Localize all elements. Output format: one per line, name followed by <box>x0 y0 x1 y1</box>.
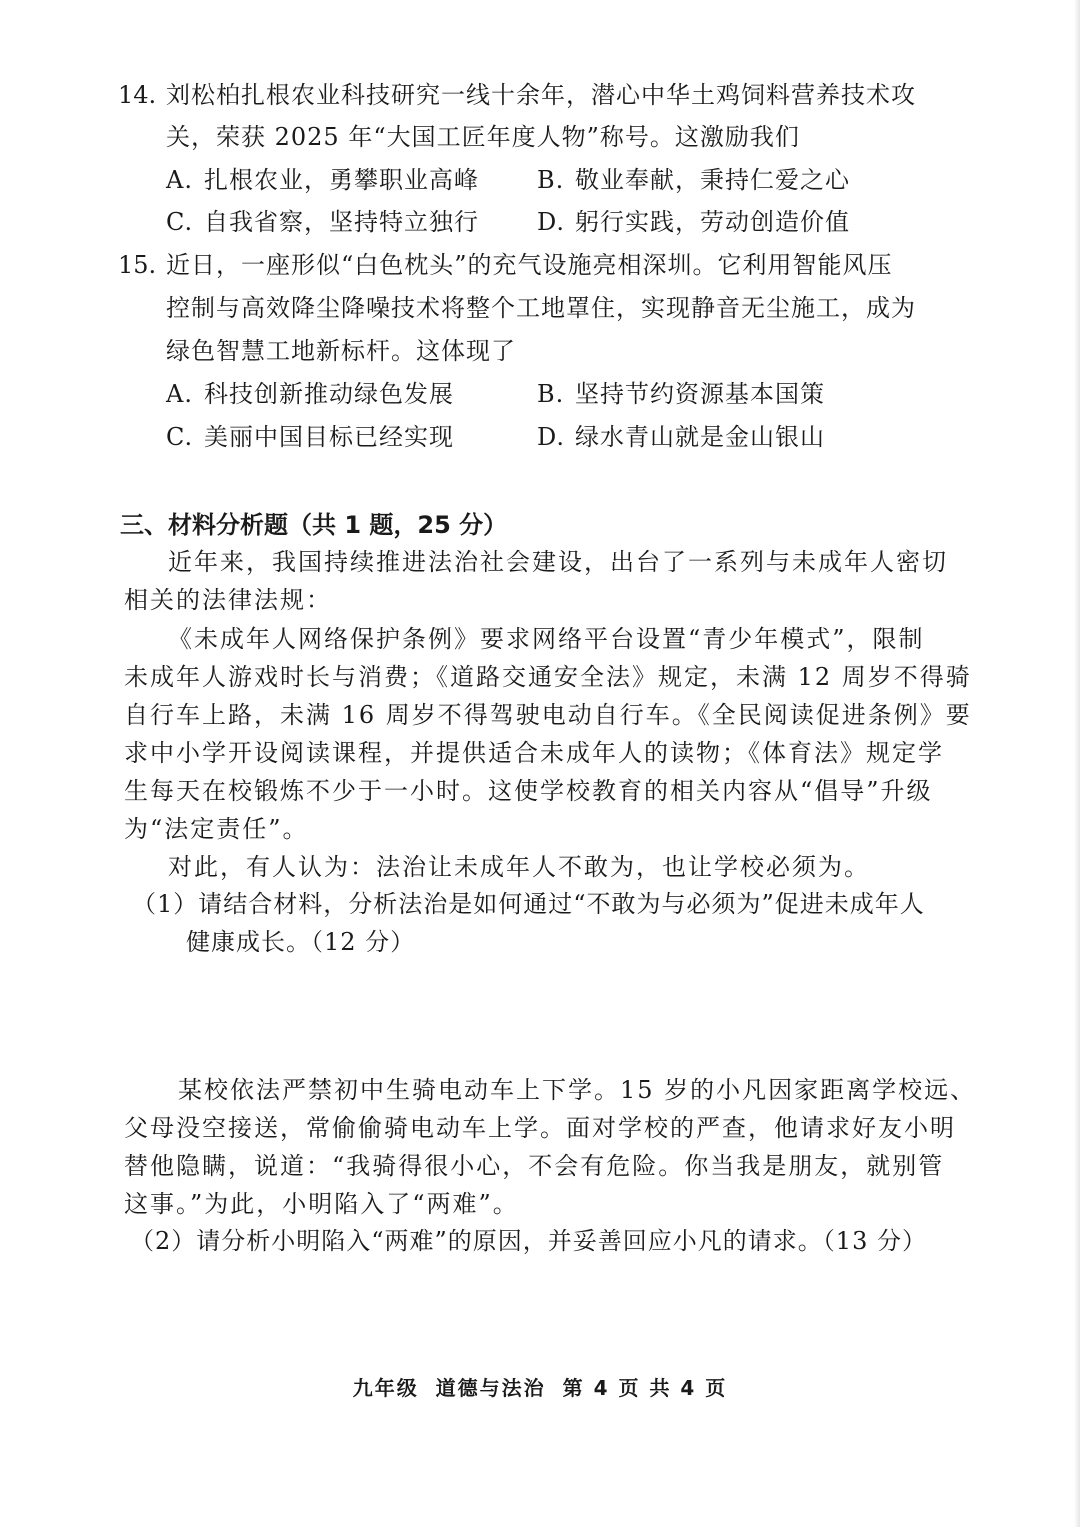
option-text: 自我省察，坚持特立独行 <box>204 208 479 236</box>
material1-line: 未成年人游戏时长与消费；《道路交通安全法》规定，未满 12 周岁不得骑 <box>124 663 972 691</box>
material1-line: 对此，有人认为：法治让未成年人不敢为，也让学校必须为。 <box>168 853 870 881</box>
material2-line: 父母没空接送，常偷偷骑电动车上学。面对学校的严查，他请求好友小明 <box>124 1114 956 1142</box>
option-text: 坚持节约资源基本国策 <box>575 380 825 408</box>
q15-option-d[interactable] <box>537 420 825 454</box>
option-label: B. <box>537 166 565 194</box>
option-text: 科技创新推动绿色发展 <box>204 380 454 408</box>
page-footer <box>0 1372 1080 1401</box>
material1-line: 自行车上路，未满 16 周岁不得驾驶电动自行车。《全民阅读促进条例》要 <box>124 701 972 729</box>
option-label: D. <box>537 208 566 236</box>
material1-line: 《未成年人网络保护条例》要求网络平台设置“青少年模式”，限制 <box>168 625 925 653</box>
q14-option-a[interactable] <box>166 163 479 197</box>
material1-line: 为“法定责任”。 <box>124 815 309 843</box>
section-title: 三、材料分析题（共 1 题，25 分） <box>120 511 508 539</box>
footer-subject: 道德与法治 <box>435 1376 546 1400</box>
option-text: 扎根农业，勇攀职业高峰 <box>204 166 479 194</box>
footer-page-info: 第 4 页 共 4 页 <box>562 1376 728 1400</box>
q15-stem-line3: 绿色智慧工地新标杆。这体现了 <box>166 337 516 365</box>
q15-stem-line1: 近日，一座形似“白色枕头”的充气设施亮相深圳。它利用智能风压 <box>166 251 893 279</box>
scan-edge-shadow <box>1074 0 1080 1527</box>
option-text: 躬行实践，劳动创造价值 <box>575 208 850 236</box>
option-label: C. <box>166 423 194 451</box>
option-label: B. <box>537 380 565 408</box>
option-label: A. <box>166 166 193 194</box>
option-text: 绿水青山就是金山银山 <box>575 423 825 451</box>
sub-question-2: （2）请分析小明陷入“两难”的原因，并妥善回应小凡的请求。（13 分） <box>130 1227 927 1255</box>
option-label: C. <box>166 208 194 236</box>
option-text: 敬业奉献，秉持仁爱之心 <box>575 166 850 194</box>
q15-stem-line2: 控制与高效降尘降噪技术将整个工地罩住，实现静音无尘施工，成为 <box>166 294 916 322</box>
material2-line: 某校依法严禁初中生骑电动车上下学。15 岁的小凡因家距离学校远、 <box>178 1076 977 1104</box>
q14-stem-line1: 刘松柏扎根农业科技研究一线十余年，潜心中华土鸡饲料营养技术攻 <box>166 81 916 109</box>
material2-line: 替他隐瞒，说道：“我骑得很小心，不会有危险。你当我是朋友，就别管 <box>124 1152 945 1180</box>
material1-line: 近年来，我国持续推进法治社会建设，出台了一系列与未成年人密切 <box>168 548 948 576</box>
q15-option-b[interactable] <box>537 377 825 411</box>
option-label: D. <box>537 423 566 451</box>
option-label: A. <box>166 380 193 408</box>
q14-number: 14. <box>118 81 157 109</box>
sub-question-1-line1: （1）请结合材料，分析法治是如何通过“不敢为与必须为”促进未成年人 <box>132 890 925 918</box>
material2-line: 这事。”为此，小明陷入了“两难”。 <box>124 1190 519 1218</box>
q14-option-b[interactable] <box>537 163 850 197</box>
q14-stem-line2: 关，荣获 2025 年“大国工匠年度人物”称号。这激励我们 <box>166 123 800 151</box>
option-text: 美丽中国目标已经实现 <box>204 423 454 451</box>
q15-number: 15. <box>118 251 157 279</box>
material1-line: 求中小学开设阅读课程，并提供适合未成年人的读物；《体育法》规定学 <box>124 739 944 767</box>
q15-option-c[interactable] <box>166 420 454 454</box>
q14-option-d[interactable] <box>537 205 850 239</box>
q15-option-a[interactable] <box>166 377 454 411</box>
material1-line: 相关的法律法规： <box>124 586 332 614</box>
material1-line: 生每天在校锻炼不少于一小时。这使学校教育的相关内容从“倡导”升级 <box>124 777 933 805</box>
q14-option-c[interactable] <box>166 205 479 239</box>
footer-grade: 九年级 <box>352 1376 419 1400</box>
sub-question-1-line2: 健康成长。（12 分） <box>186 928 416 956</box>
